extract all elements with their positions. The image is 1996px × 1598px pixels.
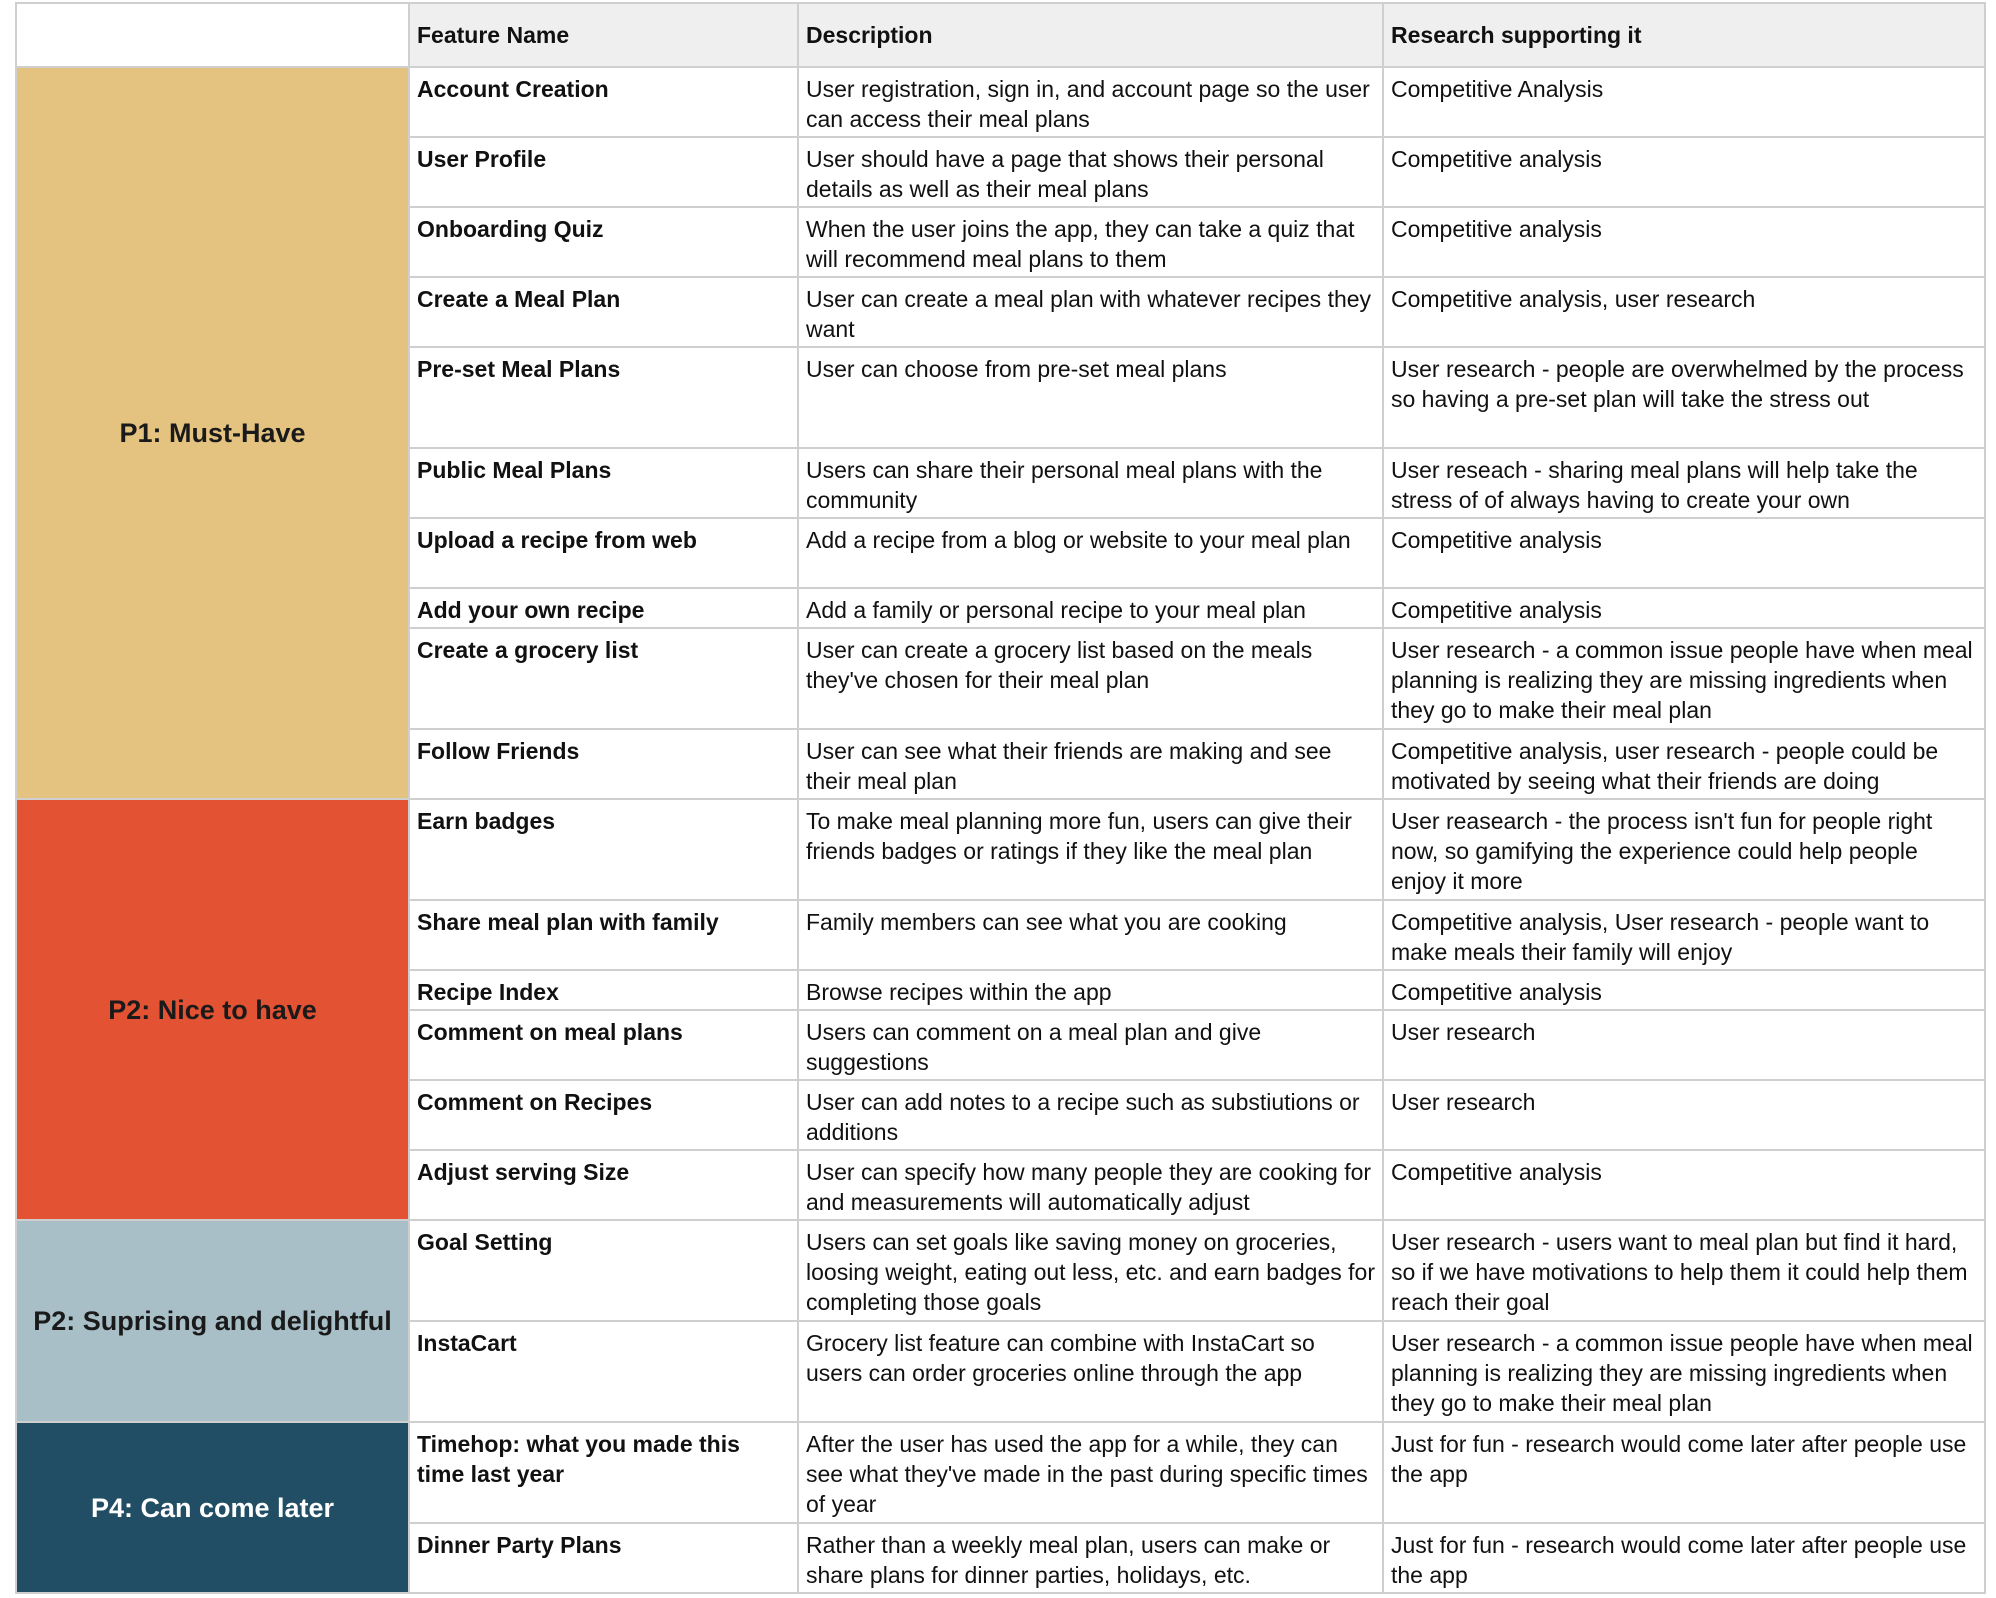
description-cell: User can create a grocery list based on the meals they've chosen for their meal plan (798, 628, 1383, 729)
description-cell: Grocery list feature can combine with InstaCart so users can order groceries online through the app (798, 1321, 1383, 1422)
feature-name-cell: Timehop: what you made this time last year (409, 1422, 798, 1523)
description-cell: To make meal planning more fun, users can give their friends badges or ratings if they like the meal plan (798, 799, 1383, 900)
description-cell: User should have a page that shows their personal details as well as their meal plans (798, 137, 1383, 207)
research-cell: Competitive analysis (1383, 1150, 1985, 1220)
research-cell: Competitive analysis (1383, 518, 1985, 588)
feature-name-cell: Earn badges (409, 799, 798, 900)
description-cell: Users can set goals like saving money on groceries, loosing weight, eating out less, etc. and earn badges for completing those goals (798, 1220, 1383, 1321)
feature-name-cell: InstaCart (409, 1321, 798, 1422)
description-cell: User can see what their friends are making and see their meal plan (798, 729, 1383, 799)
feature-name-cell: Follow Friends (409, 729, 798, 799)
research-cell: Competitive analysis (1383, 137, 1985, 207)
description-cell: Users can comment on a meal plan and give suggestions (798, 1010, 1383, 1080)
feature-name-cell: Comment on meal plans (409, 1010, 798, 1080)
table-row (16, 1220, 1985, 1321)
feature-name-cell: Adjust serving Size (409, 1150, 798, 1220)
feature-name-cell: Comment on Recipes (409, 1080, 798, 1150)
research-cell: User research - a common issue people have when meal planning is realizing they are missing ingredients when they go to make their meal plan (1383, 1321, 1985, 1422)
description-cell: Family members can see what you are cooking (798, 900, 1383, 970)
feature-name-cell: User Profile (409, 137, 798, 207)
header-row (16, 3, 1985, 67)
research-cell: Competitive analysis, User research - people want to make meals their family will enjoy (1383, 900, 1985, 970)
table-row (16, 799, 1985, 900)
research-cell: Just for fun - research would come later after people use the app (1383, 1422, 1985, 1523)
feature-name-cell: Pre-set Meal Plans (409, 347, 798, 448)
research-cell: User research - people are overwhelmed by the process so having a pre-set plan will take the stress out (1383, 347, 1985, 448)
feature-name-cell: Dinner Party Plans (409, 1523, 798, 1593)
research-cell: Competitive analysis (1383, 970, 1985, 1010)
priority-label: P2: Nice to have (16, 799, 409, 1220)
description-cell: User can specify how many people they are cooking for and measurements will automatically adjust (798, 1150, 1383, 1220)
feature-name-cell: Upload a recipe from web (409, 518, 798, 588)
description-cell: Rather than a weekly meal plan, users can make or share plans for dinner parties, holidays, etc. (798, 1523, 1383, 1593)
priority-label: P4: Can come later (16, 1422, 409, 1593)
description-cell: Browse recipes within the app (798, 970, 1383, 1010)
research-cell: User research (1383, 1010, 1985, 1080)
feature-name-cell: Recipe Index (409, 970, 798, 1010)
research-cell: Competitive analysis, user research (1383, 277, 1985, 347)
feature-name-cell: Create a grocery list (409, 628, 798, 729)
header-research: Research supporting it (1383, 3, 1985, 67)
feature-name-cell: Goal Setting (409, 1220, 798, 1321)
table-row (16, 1422, 1985, 1523)
description-cell: User can create a meal plan with whatever recipes they want (798, 277, 1383, 347)
description-cell: Add a recipe from a blog or website to your meal plan (798, 518, 1383, 588)
feature-priority-table (15, 2, 1986, 1594)
research-cell: User research - a common issue people have when meal planning is realizing they are missing ingredients when they go to make their meal plan (1383, 628, 1985, 729)
research-cell: User research (1383, 1080, 1985, 1150)
feature-name-cell: Share meal plan with family (409, 900, 798, 970)
research-cell: User reseach - sharing meal plans will help take the stress of of always having to create your own (1383, 448, 1985, 518)
feature-name-cell: Account Creation (409, 67, 798, 137)
description-cell: Users can share their personal meal plans with the community (798, 448, 1383, 518)
table-body (16, 67, 1985, 1593)
description-cell: After the user has used the app for a while, they can see what they've made in the past during specific times of year (798, 1422, 1383, 1523)
feature-name-cell: Add your own recipe (409, 588, 798, 628)
research-cell: User reasearch - the process isn't fun for people right now, so gamifying the experience could help people enjoy it more (1383, 799, 1985, 900)
priority-label: P2: Suprising and delightful (16, 1220, 409, 1422)
header-feature-name: Feature Name (409, 3, 798, 67)
research-cell: Competitive analysis (1383, 588, 1985, 628)
description-cell: User can add notes to a recipe such as substiutions or additions (798, 1080, 1383, 1150)
description-cell: When the user joins the app, they can take a quiz that will recommend meal plans to them (798, 207, 1383, 277)
research-cell: User research - users want to meal plan but find it hard, so if we have motivations to help them it could help them reach their goal (1383, 1220, 1985, 1321)
research-cell: Competitive Analysis (1383, 67, 1985, 137)
priority-label: P1: Must-Have (16, 67, 409, 799)
research-cell: Competitive analysis, user research - people could be motivated by seeing what their friends are doing (1383, 729, 1985, 799)
research-cell: Just for fun - research would come later after people use the app (1383, 1523, 1985, 1593)
description-cell: Add a family or personal recipe to your meal plan (798, 588, 1383, 628)
description-cell: User registration, sign in, and account page so the user can access their meal plans (798, 67, 1383, 137)
table-row (16, 67, 1985, 137)
research-cell: Competitive analysis (1383, 207, 1985, 277)
feature-name-cell: Public Meal Plans (409, 448, 798, 518)
description-cell: User can choose from pre-set meal plans (798, 347, 1383, 448)
header-description: Description (798, 3, 1383, 67)
feature-name-cell: Create a Meal Plan (409, 277, 798, 347)
feature-name-cell: Onboarding Quiz (409, 207, 798, 277)
corner-cell (16, 3, 409, 67)
